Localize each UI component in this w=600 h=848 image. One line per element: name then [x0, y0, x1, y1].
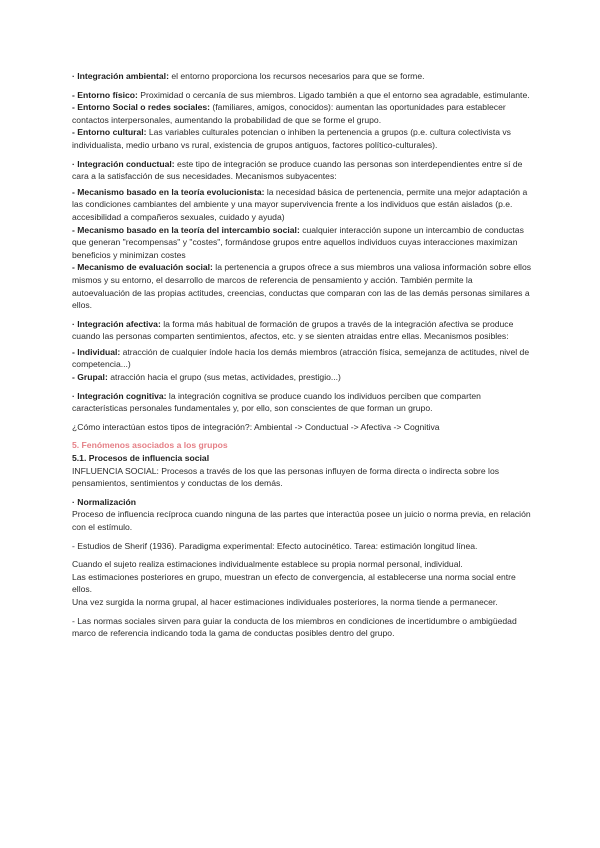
- integracion-conductual: · Integración conductual: este tipo de integración se produce cuando las personas son interdependientes entre sí de cara a la satisfacción de sus necesidades. Mecanismos subyacentes:: [72, 158, 523, 182]
- integracion-afectiva: · Integración afectiva: la forma más habitual de formación de grupos a través de la integración afectiva se produce cuando las personas comparten sentimientos, afectos, etc. y se sienten atraidas entre ellas. Mecanismos posibles:: [72, 318, 514, 342]
- social-norms-note: - Las normas sociales sirven para guiar la conducta de los miembros en condiciones de incertidumbre o ambigüedad marco de referencia indicando toda la gama de conductas posibles dentro del grupo.: [72, 615, 517, 639]
- afectiva-grupal: - Grupal: atracción hacia el grupo (sus metas, actividades, prestigio...): [72, 372, 341, 383]
- influencia-social-definition: INFLUENCIA SOCIAL: Procesos a través de los que las personas influyen de forma directa o indirecta sobre los pensamientos, sentimientos y conductas de los demás.: [72, 465, 500, 489]
- entorno-social: - Entorno Social o redes sociales: (familiares, amigos, conocidos): aumentan las oportunidades para establecer contactos interpersonales, aumentando la probabilidad de que se forme el grupo.: [72, 102, 506, 125]
- individual-estimation: Cuando el sujeto realiza estimaciones individualmente establece su propia normal personal, individual.: [72, 559, 463, 570]
- mecanismo-evaluacion-social: - Mecanismo de evaluación social: la pertenencia a grupos ofrece a sus miembros una valiosa información sobre ellos mismos y su entorno, el desarrollo de marcos de referencia de pensamiento y acción. También permite la autoevaluación de las propias actitudes, creencias, conductas que comparan con las de las demás personas similares a ellos.: [72, 262, 532, 311]
- entorno-fisico: - Entorno físico: Proximidad o cercanía de sus miembros. Ligado también a que el entorno sea agradable, estimulante.: [72, 89, 530, 100]
- entorno-cultural: - Entorno cultural: Las variables culturales potencian o inhiben la pertenencia a grupos (p.e. cultura colectivista vs individualista, medio urbano vs rural, existencia de grupos antiguos, factores político-culturales).: [72, 127, 511, 150]
- integracion-cognitiva: · Integración cognitiva: la integración cognitiva se produce cuando los individuos perciben que comparten características personales fundamentales y, por ello, son conscientes de que forman un grupo.: [72, 390, 481, 414]
- interaction-question: ¿Cómo interactúan estos tipos de integración?: Ambiental -> Conductual -> Afectiva -> Cognitiva: [72, 421, 440, 432]
- subsection-heading: 5.1. Procesos de influencia social: [72, 453, 210, 464]
- document-body: [72, 70, 532, 640]
- group-estimation: Las estimaciones posteriores en grupo, muestran un efecto de convergencia, al establecerse una norma social entre ellos.: [72, 571, 516, 595]
- mecanismo-evolucionista: - Mecanismo basado en la teoría evolucionista: la necesidad básica de pertenencia, permite una mejor adaptación a las condiciones cambiantes del ambiente y una mayor supervivencia frente a los individuos que están aislados (p.e. accesibilidad a compañeros sexuales, cuidado y ayuda): [72, 186, 528, 222]
- integracion-ambiental: · Integración ambiental: el entorno proporciona los recursos necesarios para que se forme.: [72, 71, 425, 81]
- normalizacion-heading: · Normalización: [72, 496, 136, 507]
- sherif-study: - Estudios de Sherif (1936). Paradigma experimental: Efecto autocinético. Tarea: estimación longitud línea.: [72, 540, 478, 551]
- normalizacion-definition: Proceso de influencia recíproca cuando ninguna de las partes que interactúa posee un juicio o norma previa, en relación con el estímulo.: [72, 509, 531, 532]
- group-norm-persistence: Una vez surgida la norma grupal, al hacer estimaciones individuales posteriores, la norma tiende a permanecer.: [72, 596, 498, 607]
- mecanismo-intercambio-social: - Mecanismo basado en la teoría del intercambio social: cualquier interacción supone un intercambio de conductas que generan "recompensas" y "costes", formándose grupos entre aquellos individuos cuyas interacciones maximizan beneficios y minimizan costes: [72, 224, 524, 260]
- afectiva-individual: - Individual: atracción de cualquier índole hacia los demás miembros (atracción física, semejanza de actitudes, nivel de competencia...): [72, 346, 530, 370]
- section-heading: 5. Fenómenos asociados a los grupos: [72, 440, 228, 451]
